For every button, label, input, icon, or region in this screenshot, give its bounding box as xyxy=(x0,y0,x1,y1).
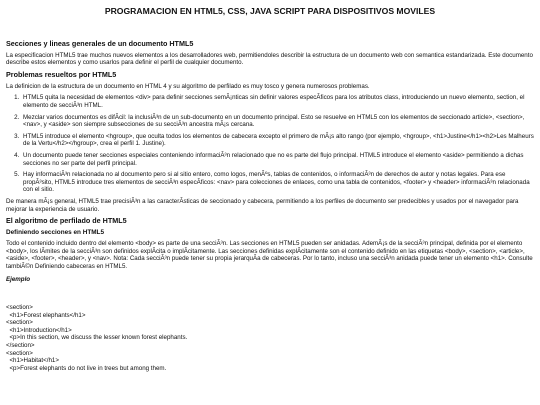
algorithm-paragraph: Todo el contenido incluido dentro del elemento <body> es parte de una secciÃ³n. Las secciones en HTML5 pueden ser anidadas. AdemÃ¡s de la secciÃ³n principal, definida por el elemento <body>, los lÃmites de la secciÃ³n son definidos explÃcita o implÃcitamente. Las secciones definidas explÃcitamente son el contenido definido en las etiquetas <body>, <section>, <article>, <aside>, <footer>, <header>, y <nav>. Nota: Cada secciÃ³n puede tener su propia jerarquÃa de cabeceras. Por lo tanto, incluso una secciÃ³n anidada puede tener un elemento <h1>. Consulte tambiÃ©n Definiendo cabeceras en HTML5. xyxy=(6,240,533,270)
section-paragraph-intro: La especificacion HTML5 trae muchos nuevos elementos a los desarrolladores web, permitiendoles describir la estructura de un documento web con semantica estandarizada. Este documento describe estos elementos y como usarlos para definir el perfil de cualquier documento. xyxy=(6,51,533,67)
problems-closing-paragraph: De manera mÃ¡s general, HTML5 trae precisiÃ³n a las caracterÃsticas de seccionado y cabecera, permitiendo a los perfiles de documento ser predecibles y usados por el navegador para mejorar la experiencia de usuario. xyxy=(6,197,519,213)
problems-intro-paragraph: La definicion de la estructura de un documento en HTML 4 y su algoritmo de perfilado es muy tosco y genera numerosos problemas. xyxy=(6,82,370,90)
subheading-definiendo-secciones: Definiendo secciones en HTML5 xyxy=(6,229,105,237)
list-item: 2. Mezclar varios documentos es difÃcil: la inclusiÃ³n de un sub-documento en un documento principal. Esto se resuelve en HTML5 con los elementos de seccionado article>, <section>, <nav>, y <aside> son siempre subsecciones de su secciÃ³n ancestra mÃ¡s cercana. xyxy=(21,114,534,129)
section-heading-secciones: Secciones y lineas generales de un documento HTML5 xyxy=(6,38,194,48)
list-item: 3. HTML5 introduce el elemento <hgroup>, que oculta todos los elementos de cabecera excepto el primero de mÃ¡s alto rango (por ejemplo, <hgroup>, <h1>Justine</h1><h2>Les Malheurs de la Vertu</h2></hgroup>, crea el perfil 1. Justine). xyxy=(21,133,534,148)
page-title: PROGRAMACION EN HTML5, CSS, JAVA SCRIPT PARA DISPOSITIVOS MOVILES xyxy=(104,6,436,16)
list-item: 1. HTML5 quita la necesidad de elementos <div> para definir secciones semÃ¡nticas sin definir valores especÃficos para los atributos class, introduciendo un nuevo elemento, section, el elemento de secciÃ³n HTML. xyxy=(21,94,534,109)
example-label: Ejemplo xyxy=(6,276,31,284)
list-item: 4. Un documento puede tener secciones especiales conteniendo informaciÃ³n relacionado que no es parte del flujo principal. HTML5 introduce el elemento <aside> permitiendo a dichas secciones no ser parte del perfil principal. xyxy=(21,152,534,167)
problems-list xyxy=(6,94,534,194)
section-heading-problemas: Problemas resueltos por HTML5 xyxy=(6,69,117,79)
list-item: 5. Hay informaciÃ³n relacionada no al documento pero si al sitio entero, como logos, menÃºs, tablas de contenidos, o informaciÃ³n de derechos de autor y notas legales. Para ese propÃ³sito, HTML5 introduce tres elementos de secciÃ³n especÃficos: <nav> para colecciones de enlaces, como una tabla de contenidos, <footer> y <header> informaciÃ³n relacionada con el sitio. xyxy=(21,171,534,194)
code-example: <section> <h1>Forest elephants</h1> <section> <h1>Introduction</h1> <p>In this section, we discuss the lesser known forest elephants. </section> <section> <h1>Habitat</h1> <p>Forest elephants do not live in trees but among them. xyxy=(6,304,188,372)
section-heading-algoritmo: El algoritmo de perfilado de HTML5 xyxy=(6,216,127,226)
